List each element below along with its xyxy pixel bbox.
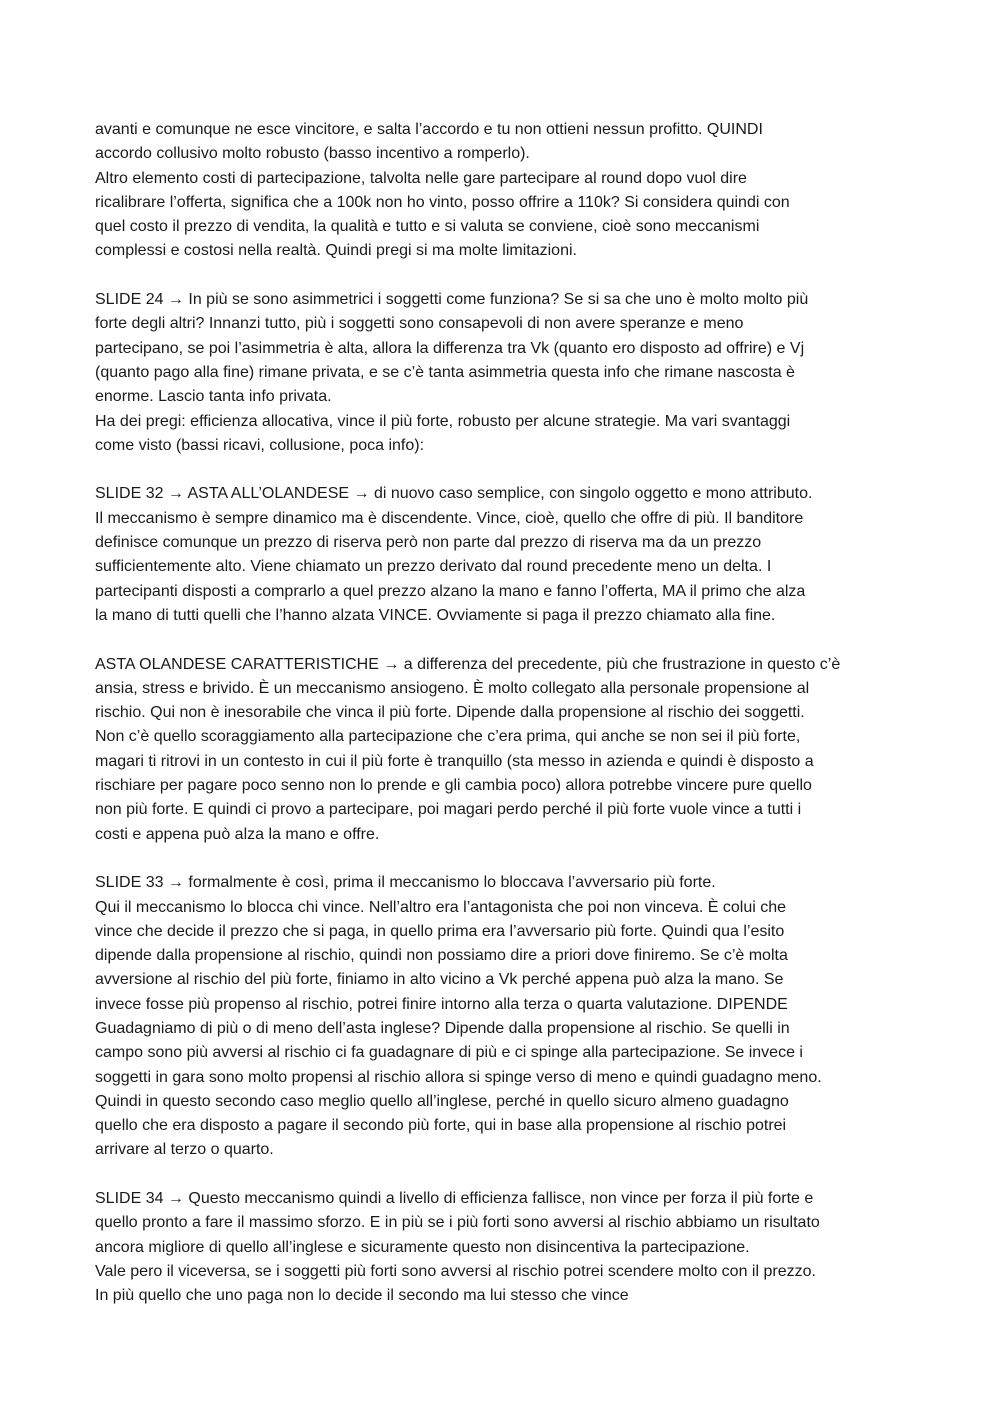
paragraph	[95, 1187, 907, 1308]
text-line: Altro elemento costi di partecipazione, talvolta nelle gare partecipare al round dopo vuol dire	[95, 169, 747, 187]
text-line: come visto (bassi ricavi, collusione, poca info):	[95, 436, 425, 454]
text-line: invece fosse più propenso al rischio, potrei finire intorno alla terza o quarta valutazione. DIPENDE	[95, 995, 788, 1013]
text-line: avanti e comunque ne esce vincitore, e salta l’accordo e tu non ottieni nessun profitto. QUINDI	[95, 121, 763, 138]
document-body	[95, 118, 907, 1333]
text-line: SLIDE 32 → ASTA ALL’OLANDESE → di nuovo caso semplice, con singolo oggetto e mono attributo.	[95, 485, 813, 503]
text-line: rischiare per pagare poco senno non lo prende e gli cambia poco) allora potrebbe vincere pure quello	[95, 777, 812, 795]
text-line: SLIDE 24 → In più se sono asimmetrici i soggetti come funziona? Se si sa che uno è molto molto più	[95, 291, 809, 309]
text-line: quello che era disposto a pagare il secondo più forte, qui in base alla propensione al rischio potrei	[95, 1117, 787, 1135]
text-line: Qui il meccanismo lo blocca chi vince. Nell’altro era l’antagonista che poi non vinceva. È colui che	[95, 898, 787, 916]
paragraph	[95, 871, 907, 1163]
text-line: enorme. Lascio tanta info privata.	[95, 388, 332, 406]
text-line: ancora migliore di quello all’inglese e sicuramente questo non disincentiva la partecipazione.	[95, 1238, 750, 1256]
text-line: partecipano, se poi l’asimmetria è alta, allora la differenza tra Vk (quanto ero disposto ad offrire) e Vj	[95, 339, 805, 357]
text-line: sufficientemente alto. Viene chiamato un prezzo derivato dal round precedente meno un delta. I	[95, 558, 772, 576]
text-line: quel costo il prezzo di vendita, la qualità e tutto e si valuta se conviene, cioè sono meccanismi	[95, 218, 760, 236]
text-line: campo sono più avversi al rischio ci fa guadagnare di più e ci spinge alla partecipazione. Se invece i	[95, 1044, 803, 1062]
text-line: Non c’è quello scoraggiamento alla partecipazione che c’era prima, qui anche se non sei il più forte,	[95, 728, 801, 746]
text-line: complessi e costosi nella realtà. Quindi pregi si ma molte limitazioni.	[95, 242, 577, 260]
text-line: (quanto pago alla fine) rimane privata, e se c’è tanta asimmetria questa info che rimane nascosta è	[95, 363, 795, 381]
text-line: In più quello che uno paga non lo decide il secondo ma lui stesso che vince	[95, 1287, 629, 1305]
text-line: non più forte. E quindi ci provo a partecipare, poi magari perdo perché il più forte vuole vince a tutti i	[95, 801, 802, 819]
text-line: accordo collusivo molto robusto (basso incentivo a romperlo).	[95, 145, 530, 163]
text-line: forte degli altri? Innanzi tutto, più i soggetti sono consapevoli di non avere speranze e meno	[95, 315, 744, 333]
text-line: vince che decide il prezzo che si paga, in quello prima era l’avversario più forte. Quindi qua l’esito	[95, 922, 785, 940]
paragraph	[95, 482, 907, 628]
paragraph	[95, 288, 907, 458]
text-line: quello pronto a fare il massimo sforzo. E in più se i più forti sono avversi al rischio abbiamo un risultato	[95, 1214, 820, 1232]
text-line: ASTA OLANDESE CARATTERISTICHE → a differenza del precedente, più che frustrazione in questo c’è	[95, 655, 841, 673]
text-line: arrivare al terzo o quarto.	[95, 1141, 274, 1159]
text-line: soggetti in gara sono molto propensi al rischio allora si spinge verso di meno e quindi guadagno meno.	[95, 1068, 822, 1086]
text-line: Guadagniamo di più o di meno dell’asta inglese? Dipende dalla propensione al rischio. Se quelli in	[95, 1019, 790, 1037]
text-line: ansia, stress e brivido. È un meccanismo ansiogeno. È molto collegato alla personale propensione al	[95, 679, 810, 697]
text-line: ricalibrare l’offerta, significa che a 100k non ho vinto, posso offrire a 110k? Si considera quindi con	[95, 193, 790, 211]
text-line: dipende dalla propensione al rischio, quindi non possiamo dire a priori dove finiremo. Se c’è molta	[95, 947, 788, 965]
text-line: Quindi in questo secondo caso meglio quello all’inglese, perché in quello sicuro almeno guadagno	[95, 1092, 789, 1110]
paragraph	[95, 653, 907, 847]
text-line: avversione al rischio del più forte, finiamo in alto vicino a Vk perché appena può alza la mano. Se	[95, 971, 784, 989]
text-line: magari ti ritrovi in un contesto in cui il più forte è tranquillo (sta messo in azienda e quindi è disposto a	[95, 752, 814, 770]
text-line: la mano di tutti quelli che l’hanno alzata VINCE. Ovviamente si paga il prezzo chiamato alla fine.	[95, 606, 776, 624]
text-line: partecipanti disposti a comprarlo a quel prezzo alzano la mano e fanno l’offerta, MA il primo che alza	[95, 582, 806, 600]
text-line: SLIDE 34 → Questo meccanismo quindi a livello di efficienza fallisce, non vince per forza il più forte e	[95, 1190, 814, 1208]
text-line: costi e appena può alza la mano e offre.	[95, 825, 380, 843]
text-line: Ha dei pregi: efficienza allocativa, vince il più forte, robusto per alcune strategie. Ma vari svantaggi	[95, 412, 791, 430]
text-line: Il meccanismo è sempre dinamico ma è discendente. Vince, cioè, quello che offre di più. Il banditore	[95, 509, 804, 527]
paragraph	[95, 118, 907, 264]
text-line: SLIDE 33 → formalmente è così, prima il meccanismo lo bloccava l’avversario più forte.	[95, 874, 716, 892]
text-line: Vale pero il viceversa, se i soggetti più forti sono avversi al rischio potrei scendere molto con il prezzo.	[95, 1262, 816, 1280]
text-line: rischio. Qui non è inesorabile che vinca il più forte. Dipende dalla propensione al rischio dei soggetti.	[95, 704, 805, 722]
text-line: definisce comunque un prezzo di riserva però non parte dal prezzo di riserva ma da un prezzo	[95, 534, 762, 552]
